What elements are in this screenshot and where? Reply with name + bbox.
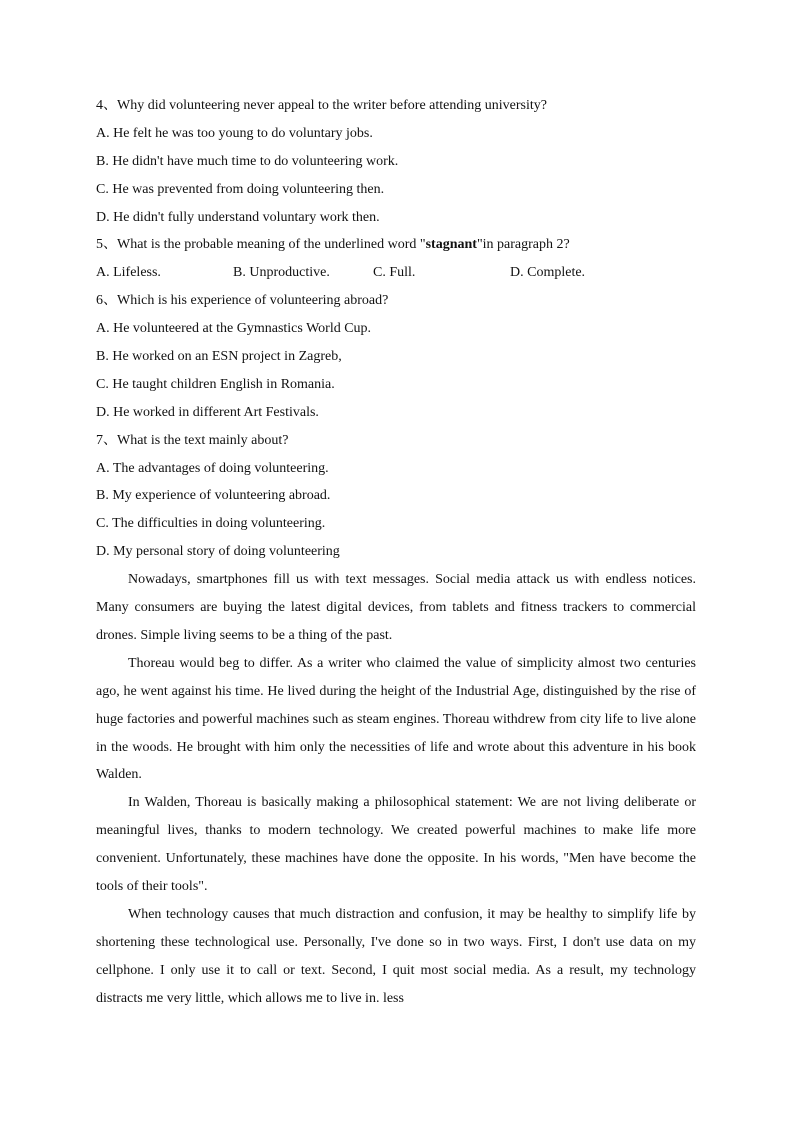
q5-underlined-word: stagnant [425,237,477,253]
q5-text-after: "in paragraph 2? [476,237,570,253]
q4-option-c: C. He was prevented from doing volunteering then. [96,181,385,197]
passage-paragraph-1: Nowadays, smartphones fill us with text messages. Social media attack us with endless notices. Many consumers are buying the latest digital devices, from tablets and fitness trackers to commercial drones. Simple living seems to be a thing of the past. [96,572,696,643]
q5-text-before: 5、What is the probable meaning of the underlined word " [96,237,426,253]
q5-option-d: D. Complete. [510,265,586,281]
passage-paragraph-4: When technology causes that much distraction and confusion, it may be healthy to simplify life by shortening these technological use. Personally, I've done so in two ways. First, I don't use data on my cellphone. I only use it to call or text. Second, I quit most social media. As a result, my technology distracts me very little, which allows me to live in. less [96,907,696,1006]
passage-paragraph-3: In Walden, Thoreau is basically making a philosophical statement: We are not living deliberate or meaningful lives, thanks to modern technology. We created powerful machines to make life more convenient. Unfortunately, these machines have done the opposite. In his words, "Men have become the tools of their tools". [96,795,696,895]
question-6: 6、Which is his experience of volunteering abroad? [96,293,389,309]
q5-option-b: B. Unproductive. [233,265,330,281]
q7-option-a: A. The advantages of doing volunteering. [96,460,329,476]
q4-option-a: A. He felt he was too young to do voluntary jobs. [96,125,373,141]
q5-option-c: C. Full. [373,265,416,281]
q5-option-a: A. Lifeless. [96,265,161,281]
q6-option-c: C. He taught children English in Romania. [96,376,335,392]
question-4: 4、Why did volunteering never appeal to the writer before attending university? [96,98,547,113]
document-page [96,92,696,1013]
passage-paragraph-2: Thoreau would beg to differ. As a writer who claimed the value of simplicity almost two centuries ago, he went against his time. He lived during the height of the Industrial Age, distinguished by the rise of huge factories and powerful machines such as steam engines. Thoreau withdrew from city life to live alone in the woods. He brought with him only the necessities of life and wrote about this adventure in his book Walden. [96,655,696,783]
q4-option-b: B. He didn't have much time to do volunteering work. [96,153,399,169]
q7-option-d: D. My personal story of doing volunteering [96,544,340,560]
q6-option-b: B. He worked on an ESN project in Zagreb, [96,349,342,365]
q6-option-a: A. He volunteered at the Gymnastics World Cup. [96,321,372,337]
question-7: 7、What is the text mainly about? [96,432,289,448]
q7-option-b: B. My experience of volunteering abroad. [96,488,331,504]
question-5 [96,231,696,259]
q5-options-row [96,259,696,287]
q4-option-d: D. He didn't fully understand voluntary work then. [96,209,380,225]
q6-option-d: D. He worked in different Art Festivals. [96,404,319,420]
q7-option-c: C. The difficulties in doing volunteering. [96,516,326,532]
